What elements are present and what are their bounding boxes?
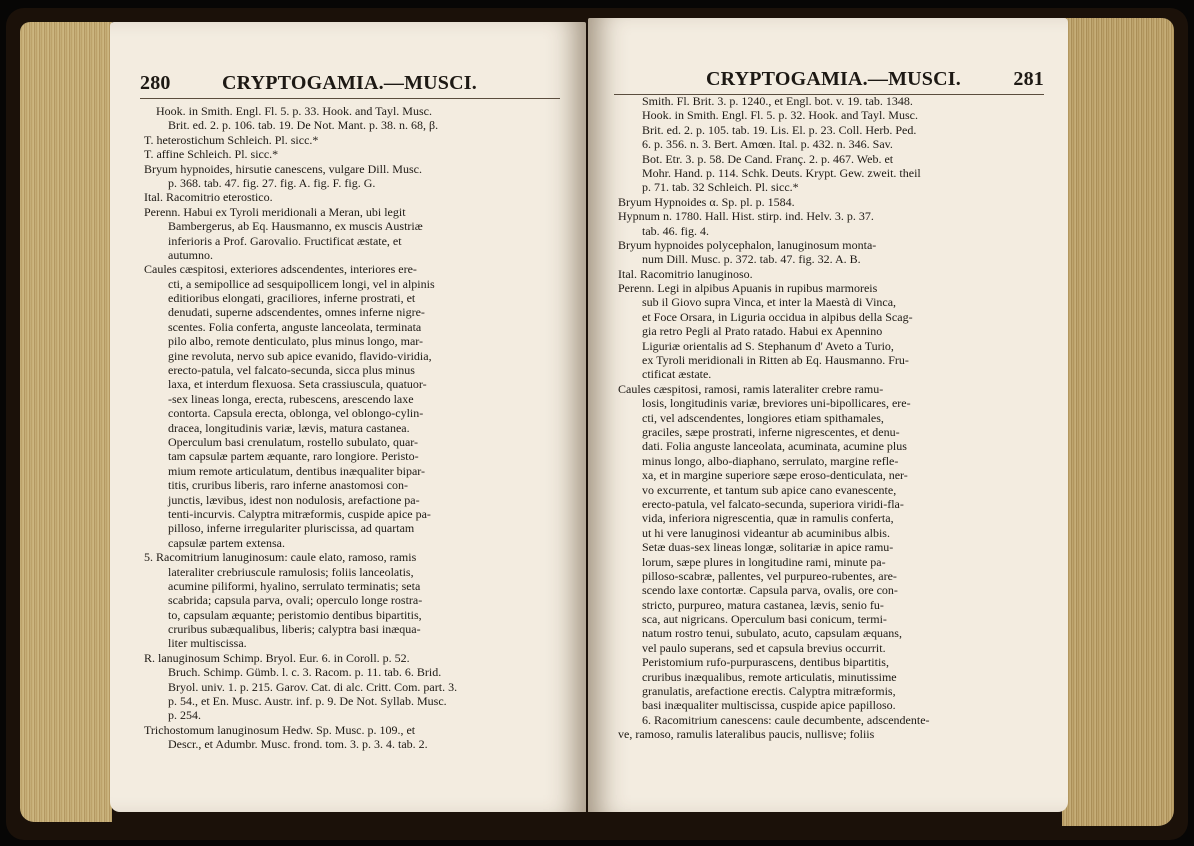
text-line: T. heterostichum Schleich. Pl. sicc.*	[144, 132, 319, 147]
text-line: -sex lineas longa, erecta, rubescens, arescendo laxe	[168, 391, 414, 406]
text-line: contorta. Capsula erecta, oblonga, vel oblongo-cylin-	[168, 406, 424, 421]
text-line: Bryum hypnoides polycephalon, lanuginosum monta-	[618, 237, 877, 252]
text-line: et Foce Orsara, in Liguria occidua in alpibus della Scag-	[642, 309, 913, 324]
text-line: tab. 46. fig. 4.	[642, 223, 709, 238]
right-running-title: CRYPTOGAMIA.—MUSCI.	[706, 68, 961, 90]
left-page-number: 280	[140, 72, 171, 94]
text-line: Brit. ed. 2. p. 106. tab. 19. De Not. Mant. p. 38. n. 68, β.	[168, 118, 439, 133]
text-line: capsulæ partem extensa.	[168, 535, 285, 550]
text-line: vo excurrente, et tantum sub apice cano evanescente,	[642, 482, 897, 497]
text-line: ctificat æstate.	[642, 367, 712, 382]
text-line: Hook. in Smith. Engl. Fl. 5. p. 32. Hook. and Tayl. Musc.	[642, 108, 918, 123]
text-line: erecto-patula, vel falcato-secunda, sicca plus minus	[168, 363, 415, 378]
text-line: Mohr. Hand. p. 114. Schk. Deuts. Krypt. Gew. zweit. theil	[642, 165, 921, 180]
text-line: pilo albo, remote denticulato, plus minus longo, mar-	[168, 334, 424, 349]
text-line: num Dill. Musc. p. 372. tab. 47. fig. 32. A. B.	[642, 252, 861, 267]
text-line: tenti-incurvis. Calyptra mitræformis, cuspide apice pa-	[168, 506, 431, 521]
text-line: Ital. Racomitrio eterostico.	[144, 190, 273, 205]
text-line: ex Tyroli meridionali in Ritten ab Eq. Hausmanno. Fru-	[642, 353, 909, 368]
text-line: pilloso-scabræ, pallentes, vel purpureo-rubentes, are-	[642, 568, 897, 583]
text-line: p. 54., et En. Musc. Austr. inf. p. 9. De Not. Syllab. Musc.	[168, 694, 447, 709]
text-line: Trichostomum lanuginosum Hedw. Sp. Musc. p. 109., et	[144, 722, 416, 737]
text-line: Brit. ed. 2. p. 105. tab. 19. Lis. El. p. 23. Coll. Herb. Ped.	[642, 122, 917, 137]
left-head-rule	[140, 98, 560, 99]
text-line: 6. p. 356. n. 3. Bert. Amœn. Ital. p. 432. n. 346. Sav.	[642, 137, 893, 152]
text-line: Setæ duas-sex lineas longæ, solitariæ in apice ramu-	[642, 540, 894, 555]
left-text-column	[144, 104, 564, 752]
left-page	[110, 22, 586, 812]
text-line: Liguriæ orientalis ad S. Stephanum d' Aveto a Turio,	[642, 338, 894, 353]
text-line: scabrida; capsula parva, ovali; operculo longe rostra-	[168, 593, 423, 608]
text-line: denudati, superne adscendentes, omnes inferne nigre-	[168, 305, 425, 320]
text-line: Bryum hypnoides, hirsutie canescens, vulgare Dill. Musc.	[144, 161, 422, 176]
text-line: lateraliter crebriuscule ramulosis; foliis lanceolatis,	[168, 564, 414, 579]
text-line: cruribus subæqualibus, liberis; calyptra basi inæqua-	[168, 622, 421, 637]
text-line: minus longo, albo-diaphano, serrulato, margine refle-	[642, 453, 899, 468]
text-line: xa, et in margine superiore sæpe eroso-denticulata, ner-	[642, 468, 908, 483]
text-line: inferioris a Prof. Garovalio. Fructificat æstate, et	[168, 233, 402, 248]
page-edges-right	[1062, 18, 1174, 826]
text-line: Bambergerus, ab Eq. Hausmanno, ex muscis Austriæ	[168, 219, 423, 234]
text-line: gia retro Pegli al Prato ratado. Habui ex Apennino	[642, 324, 883, 339]
text-line: losis, longitudinis variæ, breviores uni-bipollicares, ere-	[642, 396, 911, 411]
text-line: sca, aut nigricans. Operculum basi conicum, termi-	[642, 612, 887, 627]
text-line: natum rostro tenui, subulato, acuto, capsulam æquans,	[642, 626, 902, 641]
text-line: p. 71. tab. 32 Schleich. Pl. sicc.*	[642, 180, 799, 195]
text-line: 5. Racomitrium lanuginosum: caule elato, ramoso, ramis	[144, 550, 417, 565]
text-line: graciles, sæpe prostrati, inferne nigrescentes, et denu-	[642, 424, 900, 439]
text-line: junctis, lævibus, idest non nodulosis, arefactione pa-	[168, 492, 420, 507]
text-line: cti, a semipollice ad sesquipollicem longi, vel in alpinis	[168, 276, 435, 291]
text-line: p. 368. tab. 47. fig. 27. fig. A. fig. F. fig. G.	[168, 175, 376, 190]
text-line: Bot. Etr. 3. p. 58. De Cand. Franç. 2. p. 467. Web. et	[642, 151, 894, 166]
text-line: Descr., et Adumbr. Musc. frond. tom. 3. p. 3. 4. tab. 2.	[168, 737, 428, 752]
text-line: ve, ramoso, ramulis lateralibus paucis, nullisve; foliis	[618, 727, 875, 742]
right-text-column	[618, 94, 1048, 742]
text-line: sub il Giovo supra Vinca, et inter la Maestà di Vinca,	[642, 295, 897, 310]
text-line: cruribus inæqualibus, remote articulatis, minutissime	[642, 669, 897, 684]
text-line: Bryum Hypnoides α. Sp. pl. p. 1584.	[618, 194, 795, 209]
text-line: scentes. Folia conferta, anguste lanceolata, terminata	[168, 319, 422, 334]
text-line: liter multiscissa.	[168, 636, 247, 651]
text-line: autumno.	[168, 247, 213, 262]
text-line: dracea, longitudinis variæ, lævis, matura castanea.	[168, 420, 410, 435]
text-line: gine revoluta, nervo sub apice evanido, flavido-viridia,	[168, 348, 432, 363]
text-line: to, capsulam æquante; peristomio dentibus bipartitis,	[168, 607, 422, 622]
text-line: vel paulo superans, sed et capsula brevius occurrit.	[642, 640, 886, 655]
text-line: ut hi vere lanuginosi videantur ab acuminibus albis.	[642, 525, 890, 540]
page-edges-left	[20, 22, 112, 822]
text-line: Smith. Fl. Brit. 3. p. 1240., et Engl. bot. v. 19. tab. 1348.	[642, 94, 913, 108]
right-page-number: 281	[1013, 68, 1044, 90]
text-line: Caules cæspitosi, exteriores adscendentes, interiores ere-	[144, 262, 417, 277]
text-line: Peristomium rufo-purpurascens, dentibus bipartitis,	[642, 655, 889, 670]
text-line: Bryol. univ. 1. p. 215. Garov. Cat. di alc. Critt. Com. part. 3.	[168, 679, 458, 694]
text-line: editioribus elongati, graciliores, inferne prostrati, et	[168, 291, 416, 306]
text-line: basi inæqualiter multiscissa, cuspide apice papilloso.	[642, 698, 896, 713]
left-running-title: CRYPTOGAMIA.—MUSCI.	[222, 72, 477, 94]
text-line: R. lanuginosum Schimp. Bryol. Eur. 6. in Coroll. p. 52.	[144, 650, 410, 665]
text-line: scendo laxe contortæ. Capsula parva, ovalis, ore con-	[642, 583, 898, 598]
text-line: erecto-patula, vel falcato-secunda, superiora viridi-fla-	[642, 496, 904, 511]
text-line: Ital. Racomitrio lanuginoso.	[618, 266, 753, 281]
text-line: acumine piliformi, hyalino, serrulato terminatis; seta	[168, 578, 421, 593]
text-line: dati. Folia anguste lanceolata, acuminata, acumine plus	[642, 439, 907, 454]
text-line: Bruch. Schimp. Gümb. l. c. 3. Racom. p. 11. tab. 6. Brid.	[168, 665, 442, 680]
text-line: stricto, purpureo, matura castanea, lævis, senio fu-	[642, 597, 884, 612]
text-line: Hook. in Smith. Engl. Fl. 5. p. 33. Hook. and Tayl. Musc.	[156, 104, 432, 118]
text-line: Caules cæspitosi, ramosi, ramis lateraliter crebre ramu-	[618, 381, 884, 396]
text-line: vida, inferiora nigrescentia, quæ in ramulis conferta,	[642, 511, 894, 526]
text-line: tam capsulæ partem æquante, raro longiore. Peristo-	[168, 449, 419, 464]
right-page	[588, 18, 1068, 812]
text-line: p. 254.	[168, 708, 201, 723]
text-line: lorum, sæpe plures in longitudine rami, minute pa-	[642, 554, 886, 569]
text-line: granulatis, arefactione erectis. Calyptra mitræformis,	[642, 684, 896, 699]
text-line: laxa, et interdum flexuosa. Seta crassiuscula, quatuor-	[168, 377, 427, 392]
text-line: titis, cruribus liberis, raro inferne anastomosi con-	[168, 478, 408, 493]
text-line: pilloso, inferne irregulariter pluriscissa, ad quartam	[168, 521, 415, 536]
text-line: mium remote articulatum, dentibus inæqualiter bipar-	[168, 463, 426, 478]
text-line: 6. Racomitrium canescens: caule decumbente, adscendente-	[642, 712, 930, 727]
text-line: Operculum basi crenulatum, rostello subulato, quar-	[168, 434, 419, 449]
text-line: T. affine Schleich. Pl. sicc.*	[144, 147, 279, 162]
text-line: Hypnum n. 1780. Hall. Hist. stirp. ind. Helv. 3. p. 37.	[618, 209, 874, 224]
text-line: cti, vel adscendentes, longiores etiam spithamales,	[642, 410, 884, 425]
text-line: Perenn. Habui ex Tyroli meridionali a Meran, ubi legit	[144, 204, 406, 219]
text-line: Perenn. Legi in alpibus Apuanis in rupibus marmoreis	[618, 281, 878, 296]
